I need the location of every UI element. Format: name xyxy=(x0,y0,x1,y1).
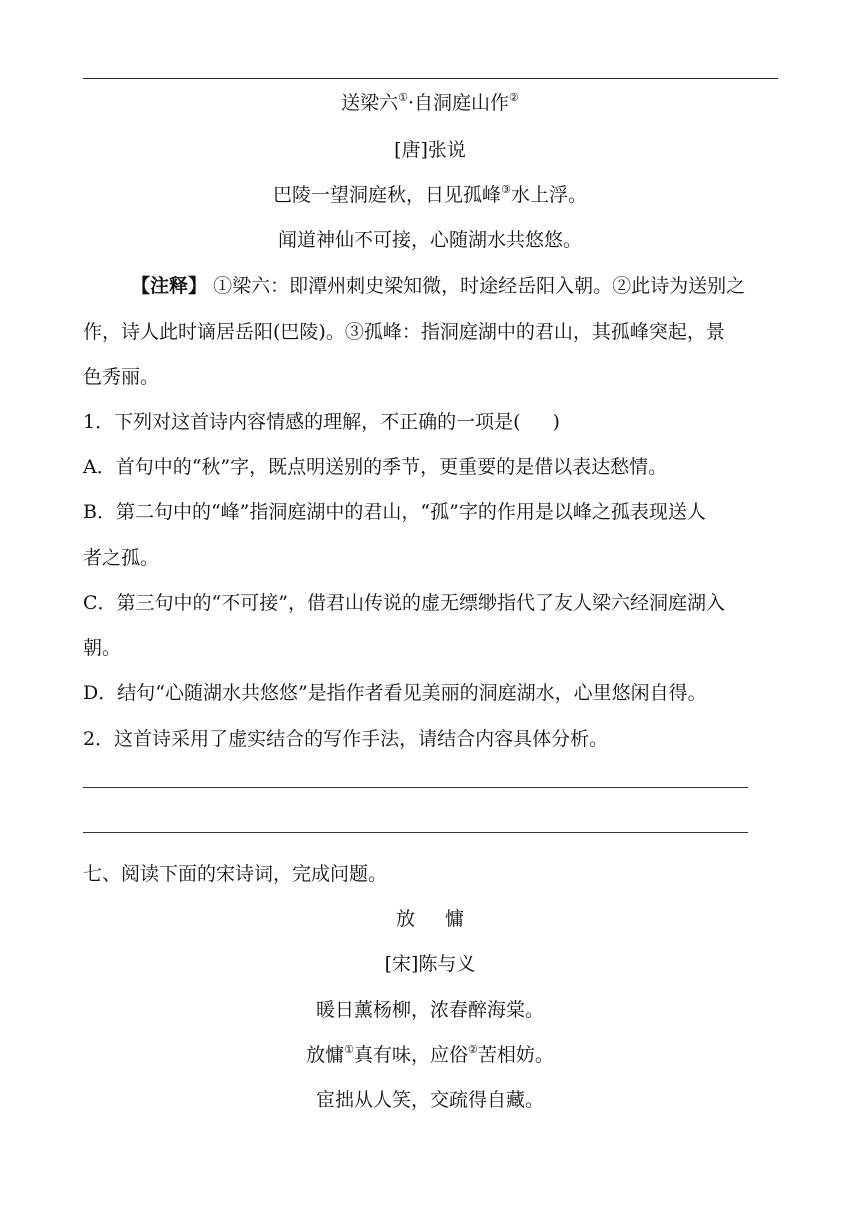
option-c-line-2: 朝。 xyxy=(83,637,122,659)
footnote-mark: ① xyxy=(398,91,408,104)
header-rule xyxy=(83,78,778,79)
poem1-line-1: 巴陵一望洞庭秋，日见孤峰③水上浮。 xyxy=(273,183,587,206)
option-b-line-2: 者之孤。 xyxy=(83,547,160,569)
poem2-title: 放 慵 xyxy=(395,908,465,930)
poem2-line-2: 放慵①真有味，应俗②苦相妨。 xyxy=(306,1043,554,1066)
option-a: A．首句中的“秋”字，既点明送别的季节，更重要的是借以表达愁情。 xyxy=(83,456,668,478)
notes-line-2: 作，诗人此时谪居岳阳(巴陵)。③孤峰：指洞庭湖中的君山，其孤峰突起，景 xyxy=(83,321,725,343)
footnote-mark: ① xyxy=(344,1043,354,1056)
poem1-line-2: 闻道神仙不可接，心随湖水共悠悠。 xyxy=(277,229,582,251)
option-d: D．结句“心随湖水共悠悠”是指作者看见美丽的洞庭湖水，心里悠闲自得。 xyxy=(83,682,707,704)
option-b-line-1: B．第二句中的“峰”指洞庭湖中的君山，“孤”字的作用是以峰之孤表现送人 xyxy=(83,501,706,523)
notes-line-1: 【注释】 ①梁六：即潭州刺史梁知微，时途经岳阳入朝。②此诗为送别之 xyxy=(131,275,746,297)
poem1-author: [唐]张说 xyxy=(394,139,466,161)
notes-label: 【注释】 xyxy=(131,275,208,297)
poem1-title: 送梁六①·自洞庭山作② xyxy=(341,91,519,114)
poem2-author: [宋]陈与义 xyxy=(384,953,476,975)
footnote-mark: ② xyxy=(509,91,519,104)
footnote-mark: ③ xyxy=(501,183,511,196)
answer-line-1[interactable] xyxy=(83,787,748,788)
footnote-mark: ② xyxy=(468,1043,478,1056)
poem2-line-1: 暖日薰杨柳，浓春醉海棠。 xyxy=(315,999,544,1021)
notes-line-3: 色秀丽。 xyxy=(83,366,160,388)
question-1-stem: 1．下列对这首诗内容情感的理解，不正确的一项是( ) xyxy=(83,411,560,433)
answer-line-2[interactable] xyxy=(83,832,748,833)
option-c-line-1: C．第三句中的“不可接”，借君山传说的虚无缥缈指代了友人梁六经洞庭湖入 xyxy=(83,592,725,614)
poem2-line-3: 宦拙从人笑，交疏得自藏。 xyxy=(315,1089,544,1111)
question-2-stem: 2．这首诗采用了虚实结合的写作手法，请结合内容具体分析。 xyxy=(83,728,609,750)
section-7-heading: 七、阅读下面的宋诗词，完成问题。 xyxy=(83,863,388,885)
